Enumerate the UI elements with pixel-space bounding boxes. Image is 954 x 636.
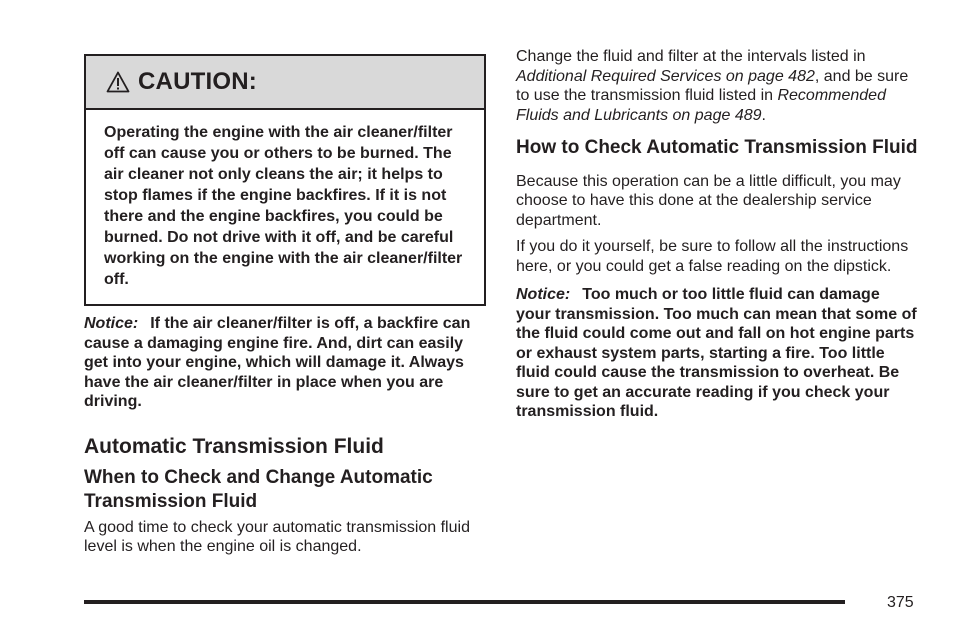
when-to-check-heading: When to Check and Change Automatic Transmission Fluid bbox=[84, 466, 433, 512]
notice-text-right: Too much or too little fluid can damage your transmission. Too much can mean that some of the fluid could come out and fall on hot engine parts or exhaust system parts, starting a fire. Too little fluid could cause the transmission to overheat. Be sure to get an accurate reading if you check your transmission fluid. bbox=[516, 286, 917, 420]
caution-text: Operating the engine with the air cleaner/filter off can cause you or others to be burned. The air cleaner not only cleans the air; it helps to stop flames if the engine backfires. If it is not there and the engine backfires, you could be burned. Do not drive with it off, and be careful working on the engine with the air cleaner/filter off. bbox=[104, 124, 463, 288]
how-to-check-heading: How to Check Automatic Transmission Fluid bbox=[516, 137, 918, 158]
right-column bbox=[516, 47, 918, 422]
page-number: 375 bbox=[887, 594, 914, 611]
notice-text: If the air cleaner/filter is off, a backfire can cause a damaging engine fire. And, dirt can easily get into your engine, which will damage it. Always have the air cleaner/filter in place when you are driving. bbox=[84, 315, 471, 410]
do-it-yourself-paragraph: If you do it yourself, be sure to follow all the instructions here, or you could get a false reading on the dipstick. bbox=[516, 238, 909, 275]
caution-header bbox=[86, 56, 484, 110]
section-title: Automatic Transmission Fluid bbox=[84, 434, 384, 458]
caution-box bbox=[84, 54, 486, 306]
notice-label: Notice: bbox=[84, 315, 139, 332]
warning-triangle-icon bbox=[106, 71, 130, 93]
intro-text-3: . bbox=[761, 106, 766, 124]
difficulty-paragraph: Because this operation can be a little difficult, you may choose to have this done at the dealership service department. bbox=[516, 172, 901, 229]
intervals-paragraph bbox=[516, 47, 918, 125]
intro-text-1: Change the fluid and filter at the intervals listed in bbox=[516, 48, 866, 65]
intro-text-2: , and be sure to use the transmission fluid listed in bbox=[516, 67, 909, 104]
when-to-check-text: A good time to check your automatic transmission fluid level is when the engine oil is changed. bbox=[84, 518, 470, 555]
recommended-fluids-reference: Recommended Fluids and Lubricants on page 489 bbox=[516, 87, 886, 124]
footer-rule bbox=[84, 600, 845, 604]
notice-air-cleaner bbox=[84, 314, 486, 412]
notice-fluid-level bbox=[516, 285, 918, 422]
notice-label-right: Notice: bbox=[516, 286, 571, 303]
caution-title: CAUTION: bbox=[138, 68, 257, 95]
additional-services-reference: Additional Required Services on page 482 bbox=[516, 67, 815, 85]
left-column bbox=[84, 54, 486, 557]
